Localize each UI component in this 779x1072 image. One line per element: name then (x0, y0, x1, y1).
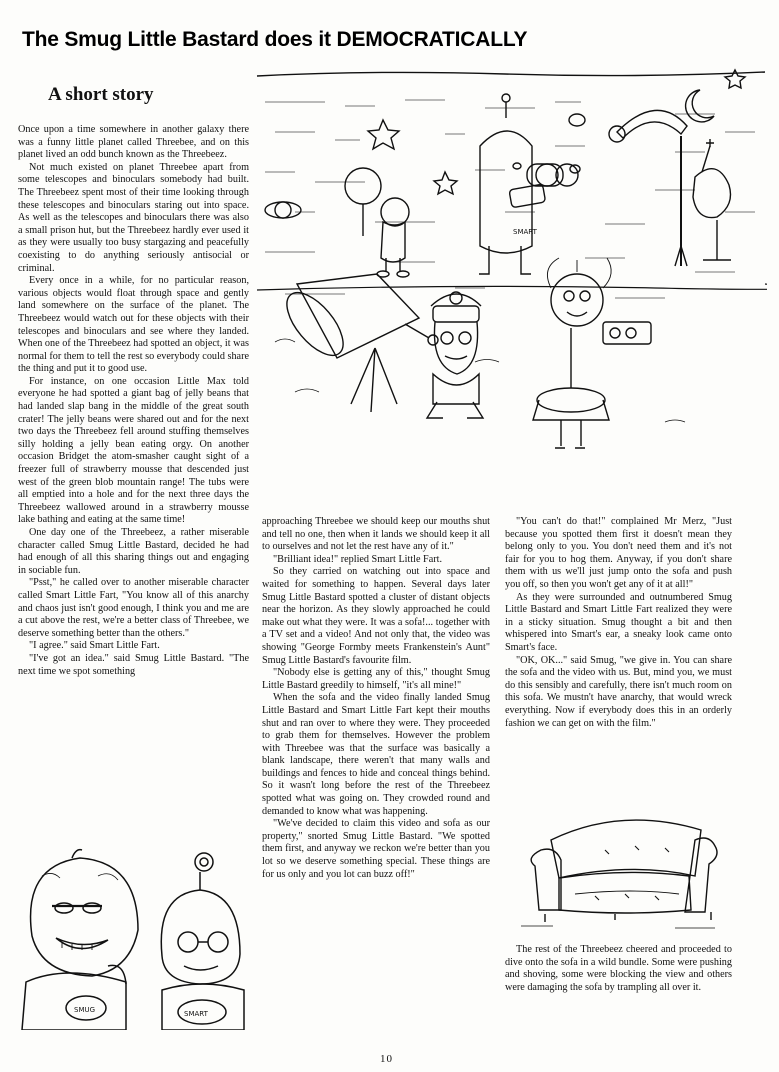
story-paragraph: "We've decided to claim this video and sofa as our property," snorted Smug Little Bastard. "We spotted them first, and anyway we reckon we're better than you lot so we deserve something special. These things are for us only and you lot can buzz off!" (262, 818, 490, 880)
story-column-3-bottom (505, 944, 732, 994)
story-paragraph: "I agree." said Smart Little Fart. (29, 640, 160, 652)
moon-icon (686, 90, 714, 122)
story-paragraph: "Psst," he called over to another miserable character called Smart Little Fart, "You know all of this anarchy and chaos just isn't good enough, I think you and me are a cut above the rest, we're a better class of Threebee, we deserve something better than the others." (18, 577, 249, 639)
story-column-1 (18, 124, 249, 678)
story-paragraph: Every once in a while, for no particular reason, various objects would float through space and gently land somewhere on the surface of the planet. The Threebeez would watch out for these objects with their telescopes and binoculars and see where they landed. When one of the Threebeez had spotted an object, it was normal for them to tell the rest so everybody could share the thing and put it to good use. (18, 275, 249, 375)
story-column-2 (262, 516, 490, 881)
star-icon (434, 172, 457, 194)
sofa-illustration (515, 800, 725, 932)
story-headline: The Smug Little Bastard does it DEMOCRATICALLY (22, 28, 528, 51)
story-subhead: A short story (48, 84, 154, 105)
story-paragraph: Not much existed on planet Threebee apart from some telescopes and binoculars somebody had built. The Threebeez spent most of their time looking through these telescopes and binoculars staring out into space. As well as the telescopes and binoculars there was also a small prison hut, but the Threebeez hardly ever used it as they were usually too busy stargazing and peacefully coexisting to do anything seriously antisocial or criminal. (18, 161, 249, 274)
story-paragraph: approaching Threebee we should keep our mouths shut and tell no one, then when it lands we should keep it all to ourselves and not let the rest have any of it." (262, 516, 490, 553)
story-paragraph: The rest of the Threebeez cheered and proceeded to dive onto the sofa in a wild bundle. Some were pushing and shoving, some were blocking the view and others were damaging the sofa by trampling all over it. (505, 944, 732, 993)
story-paragraph: For instance, on one occasion Little Max told everyone he had spotted a giant bag of jelly beans that had landed slap bang in the middle of the great south crater! The jelly beans were shared out and for the next two days the Threebeez fell around stuffing themselves silly holding a jelly bean eating orgy. On another occasion Bridget the atom-smasher caught sight of a freezer full of strawberry mousse that descended just west of the green blob mountain range! The tubs were all emptied into a hole and for the next three days the Threebeez wallowed around in a strawberry mousse lake bathing and eating at the same time! (18, 375, 249, 526)
story-paragraph: "You can't do that!" complained Mr Merz, "Just because you spotted them first it doesn't mean they belong only to you. You don't need them and it's not fair for you to hog them. Anyway, if you don't share them with us we'll just jump onto the sofa and push you off, so then you won't get any of it at all!" (505, 516, 732, 590)
robot-badge-smart: SMART (513, 228, 537, 236)
story-paragraph: "Brilliant idea!" replied Smart Little Fart. (273, 553, 443, 565)
story-paragraph: When the sofa and the video finally landed Smug Little Bastard and Smart Little Fart kept their mouths shut and ran over to where they were. They proceeded to grab them for themselves. However the problem with Threebee was that the surface was basically a blank landscape, there weren't that many walls and buildings and fences to hide and conceal things behind. So it wasn't long before the rest of the Threebeez spotted what was going on. They crowded round and demanded to know what was happening. (262, 692, 490, 817)
story-paragraph: One day one of the Threebeez, a rather miserable character called Smug Little Bastard, decided he had had enough of all this sharing things out and engaging in sociable fun. (18, 527, 249, 576)
smug-badge: SMUG (74, 1006, 96, 1014)
smart-badge: SMART (184, 1010, 208, 1018)
smug-and-smart-illustration (12, 846, 252, 1030)
story-column-3-top (505, 516, 732, 730)
story-paragraph: "OK, OK..." said Smug, "we give in. You can share the sofa and the video with us. But, mind you, we must do this sensibly and carefully, there isn't much room on this sofa. We mustn't have anarchy, that would wreck everything. Now if everybody does this in an orderly fashion we can get on with the film." (505, 654, 732, 729)
story-paragraph: "Nobody else is getting any of this," thought Smug Little Bastard greedily to himself, "it's all mine!" (262, 667, 490, 691)
story-paragraph: As they were surrounded and outnumbered Smug Little Bastard and Smart Little Fart realized they were in a sticky situation. Smug thought a bit and then whispered into Smart's ear, a sneaky look came onto Smart's face. (505, 591, 732, 653)
story-paragraph: "I've got an idea." said Smug Little Bastard. "The next time we spot something (18, 652, 249, 677)
story-paragraph: So they carried on watching out into space and waited for something to happen. Several days later Smug Little Bastard spotted a cluster of distant objects near the horizon. As they slowly approached he could make out what they were. It was a sofa!... together with a TV set and a video! And not only that, the video was showing "George Formby meets Frankenstein's Aunt" Smug Little Bastard's favourite film. (262, 566, 490, 666)
story-paragraph: Once upon a time somewhere in another galaxy there was a funny little planet called Threebee, and on this planet lived an odd bunch known as the Threebeez. (18, 124, 249, 161)
page-number: 10 (380, 1053, 393, 1065)
star-icon (368, 120, 399, 149)
stargazing-cartoon-illustration (255, 62, 767, 510)
